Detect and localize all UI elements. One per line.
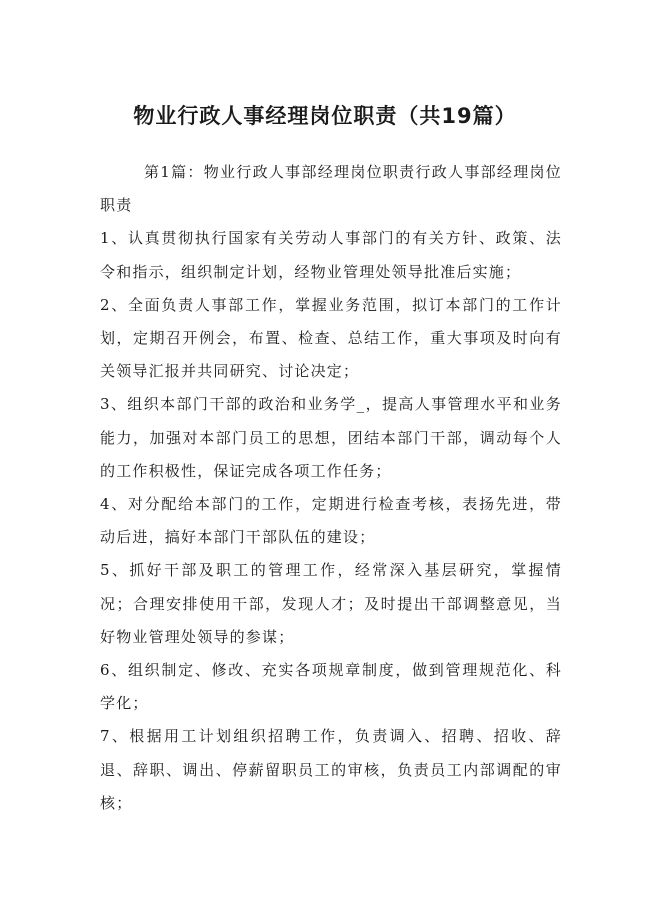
paragraph-item-5: 5、抓好干部及职工的管理工作，经常深入基层研究，掌握情况；合理安排使用干部，发现人才；及时提出干部调整意见，当好物业管理处领导的参谋； — [100, 561, 562, 646]
paragraph-item-1: 1、认真贯彻执行国家有关劳动人事部门的有关方针、政策、法令和指示，组织制定计划，经物业管理处领导批准后实施； — [100, 229, 562, 281]
document-body — [100, 156, 562, 820]
document-title: 物业行政人事经理岗位职责（共19篇） — [133, 104, 517, 128]
paragraph-intro: 第1篇：物业行政人事部经理岗位职责行政人事部经理岗位职责 — [100, 163, 562, 215]
paragraph-item-7: 7、根据用工计划组织招聘工作，负责调入、招聘、招收、辞退、辞职、调出、停薪留职员工的审核，负责员工内部调配的审核； — [100, 727, 562, 812]
paragraph-item-6: 6、组织制定、修改、充实各项规章制度，做到管理规范化、科学化； — [100, 661, 562, 713]
paragraph-item-2: 2、全面负责人事部工作，掌握业务范围，拟订本部门的工作计划，定期召开例会，布置、检查、总结工作，重大事项及时向有关领导汇报并共同研究、讨论决定； — [100, 295, 562, 381]
paragraph-item-4: 4、对分配给本部门的工作，定期进行检查考核，表扬先进，带动后进，搞好本部门干部队伍的建设； — [100, 495, 562, 547]
paragraph-item-3: 3、组织本部门干部的政治和业务学_，提高人事管理水平和业务能力，加强对本部门员工的思想，团结本部门干部，调动每个人的工作积极性，保证完成各项工作任务； — [100, 395, 562, 480]
